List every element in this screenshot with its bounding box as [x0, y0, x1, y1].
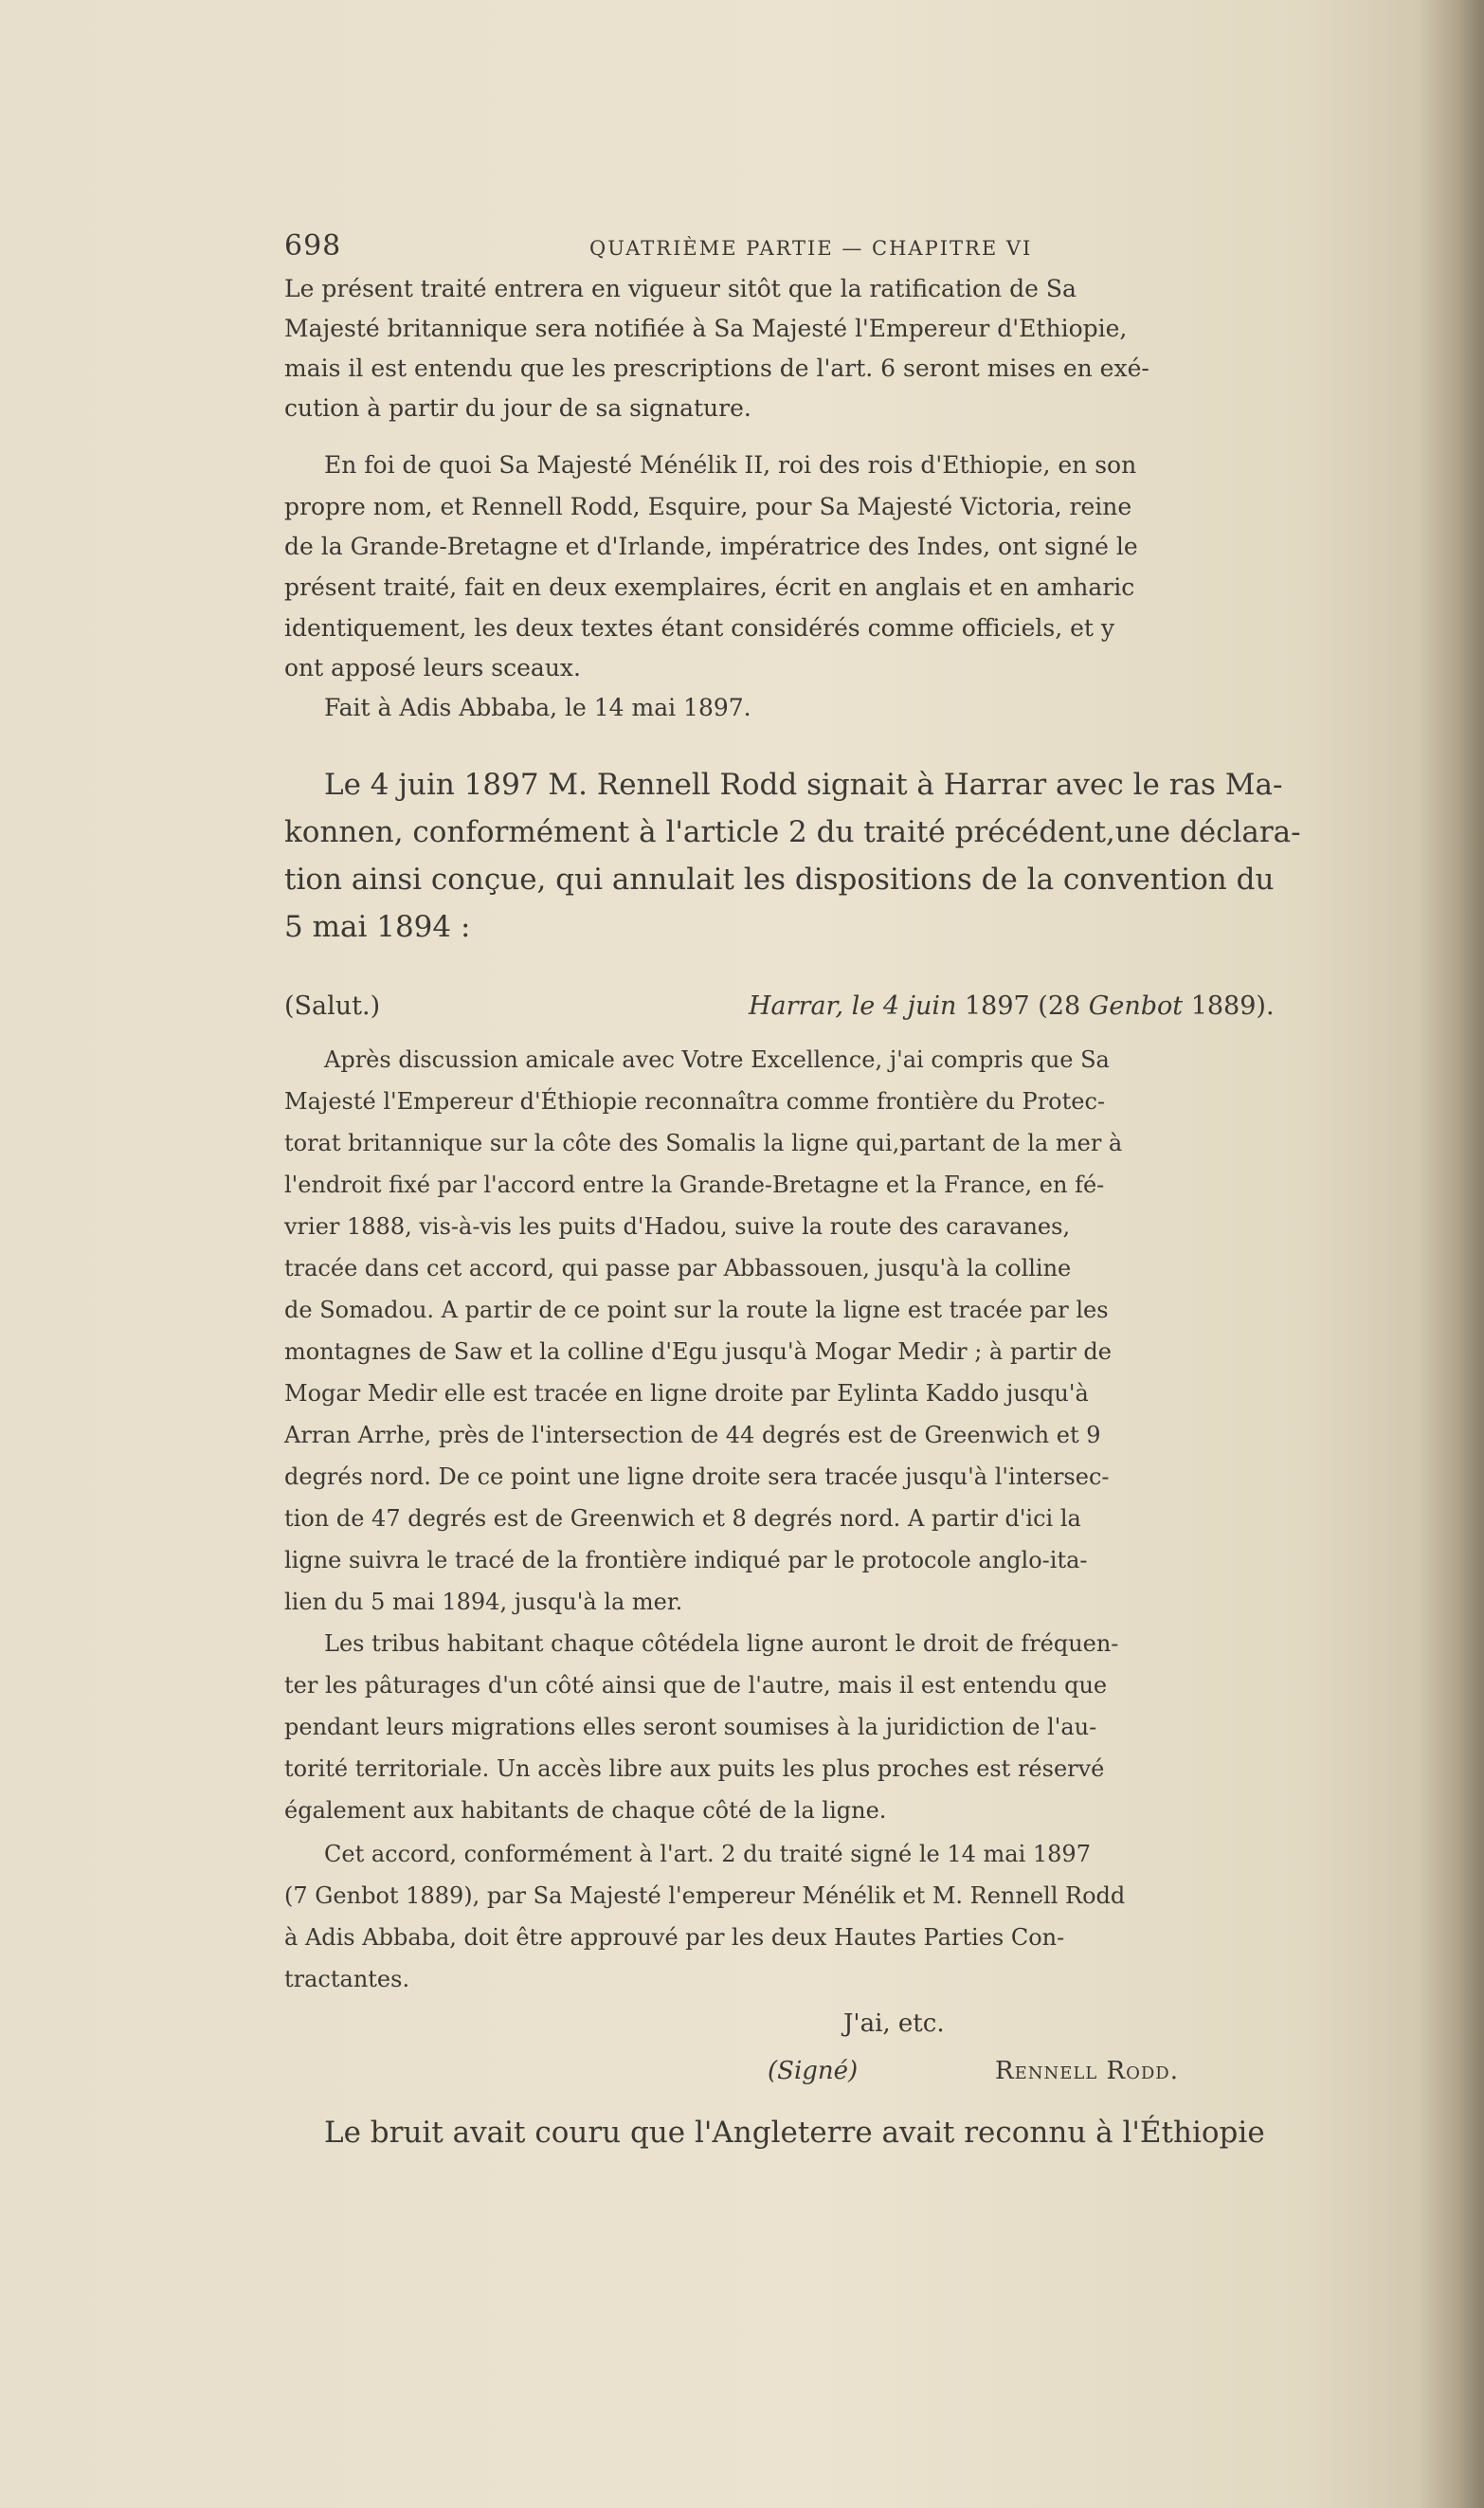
text-line: Majesté britannique sera notifiée à Sa Majesté l'Empereur d'Ethiopie,	[284, 315, 1128, 342]
text-line: tractantes.	[284, 1966, 410, 1992]
text-line: Le 4 juin 1897 M. Rennell Rodd signait à Harrar avec le ras Ma-	[324, 768, 1283, 802]
text-line: Majesté l'Empereur d'Éthiopie reconnaîtra comme frontière du Protec-	[284, 1088, 1106, 1115]
page-number: 698	[284, 229, 342, 263]
text-line: Après discussion amicale avec Votre Excellence, j'ai compris que Sa	[324, 1046, 1110, 1073]
text-line: à Adis Abbaba, doit être approuvé par les deux Hautes Parties Con-	[284, 1924, 1065, 1951]
text-line: propre nom, et Rennell Rodd, Esquire, pour Sa Majesté Victoria, reine	[284, 493, 1132, 520]
text-line: konnen, conformément à l'article 2 du traité précédent,une déclara-	[284, 815, 1301, 849]
dateline-month: Genbot	[1088, 991, 1184, 1021]
text-line: Les tribus habitant chaque côtédela ligne auront le droit de fréquen-	[324, 1630, 1119, 1657]
text-line: Mogar Medir elle est tracée en ligne droite par Eylinta Kaddo jusqu'à	[284, 1380, 1089, 1407]
text-line: Arran Arrhe, près de l'intersection de 44 degrés est de Greenwich et 9	[284, 1422, 1101, 1448]
text-line: cution à partir du jour de sa signature.	[284, 394, 751, 422]
signed-label: (Signé)	[768, 2057, 859, 2085]
text-line: ter les pâturages d'un côté ainsi que de l'autre, mais il est entendu que	[284, 1672, 1108, 1699]
text-line: Fait à Adis Abbaba, le 14 mai 1897.	[324, 694, 751, 721]
text-line: (7 Genbot 1889), par Sa Majesté l'empereur Ménélik et M. Rennell Rodd	[284, 1882, 1126, 1909]
text-line: tracée dans cet accord, qui passe par Abbassouen, jusqu'à la colline	[284, 1255, 1072, 1281]
text-line: ligne suivra le tracé de la frontière indiqué par le protocole anglo-ita-	[284, 1547, 1088, 1573]
text-line: Le présent traité entrera en vigueur sitôt que la ratification de Sa	[284, 275, 1077, 302]
dateline	[749, 991, 1275, 1021]
text-line: de Somadou. A partir de ce point sur la route la ligne est tracée par les	[284, 1297, 1109, 1323]
dateline-year: 1897 (28	[965, 991, 1081, 1021]
text-line: torat britannique sur la côte des Somalis la ligne qui,partant de la mer à	[284, 1130, 1123, 1156]
text-line: également aux habitants de chaque côté de la ligne.	[284, 1797, 887, 1824]
text-line: vrier 1888, vis-à-vis les puits d'Hadou, suive la route des caravanes,	[284, 1213, 1071, 1240]
text-line: Cet accord, conformément à l'art. 2 du traité signé le 14 mai 1897	[324, 1841, 1091, 1867]
signatory-name: Rennell Rodd.	[995, 2057, 1179, 2085]
text-line: torité territoriale. Un accès libre aux puits les plus proches est réservé	[284, 1755, 1105, 1782]
text-line: lien du 5 mai 1894, jusqu'à la mer.	[284, 1589, 683, 1615]
text-line: mais il est entendu que les prescriptions de l'art. 6 seront mises en exé-	[284, 354, 1149, 382]
text-line: Le bruit avait couru que l'Angleterre avait reconnu à l'Éthiopie	[324, 2116, 1265, 2150]
text-line: tion de 47 degrés est de Greenwich et 8 degrés nord. A partir d'ici la	[284, 1505, 1081, 1532]
text-line: montagnes de Saw et la colline d'Egu jusqu'à Mogar Medir ; à partir de	[284, 1338, 1112, 1365]
text-line: En foi de quoi Sa Majesté Ménélik II, roi des rois d'Ethiopie, en son	[324, 451, 1137, 479]
text-line: tion ainsi conçue, qui annulait les dispositions de la convention du	[284, 863, 1275, 897]
dateline-end: 1889).	[1190, 991, 1275, 1021]
salutation: (Salut.)	[284, 991, 381, 1021]
text-line: l'endroit fixé par l'accord entre la Grande-Bretagne et la France, en fé-	[284, 1172, 1105, 1198]
text-line: identiquement, les deux textes étant considérés comme officiels, et y	[284, 614, 1115, 642]
running-head	[284, 229, 1459, 267]
chapter-title: QUATRIÈME PARTIE — CHAPITRE VI	[589, 237, 1033, 260]
text-line: présent traité, fait en deux exemplaires, écrit en anglais et en amharic	[284, 573, 1135, 601]
closing-formula: J'ai, etc.	[843, 2009, 945, 2038]
text-line: de la Grande-Bretagne et d'Irlande, impératrice des Indes, ont signé le	[284, 533, 1138, 560]
text-line: degrés nord. De ce point une ligne droite sera tracée jusqu'à l'intersec-	[284, 1463, 1110, 1490]
dateline-place: Harrar, le 4 juin	[749, 991, 957, 1021]
page-gutter-shadow	[1418, 0, 1484, 2508]
text-line: pendant leurs migrations elles seront soumises à la juridiction de l'au-	[284, 1714, 1097, 1740]
text-line: 5 mai 1894 :	[284, 910, 471, 944]
text-line: ont apposé leurs sceaux.	[284, 654, 581, 682]
